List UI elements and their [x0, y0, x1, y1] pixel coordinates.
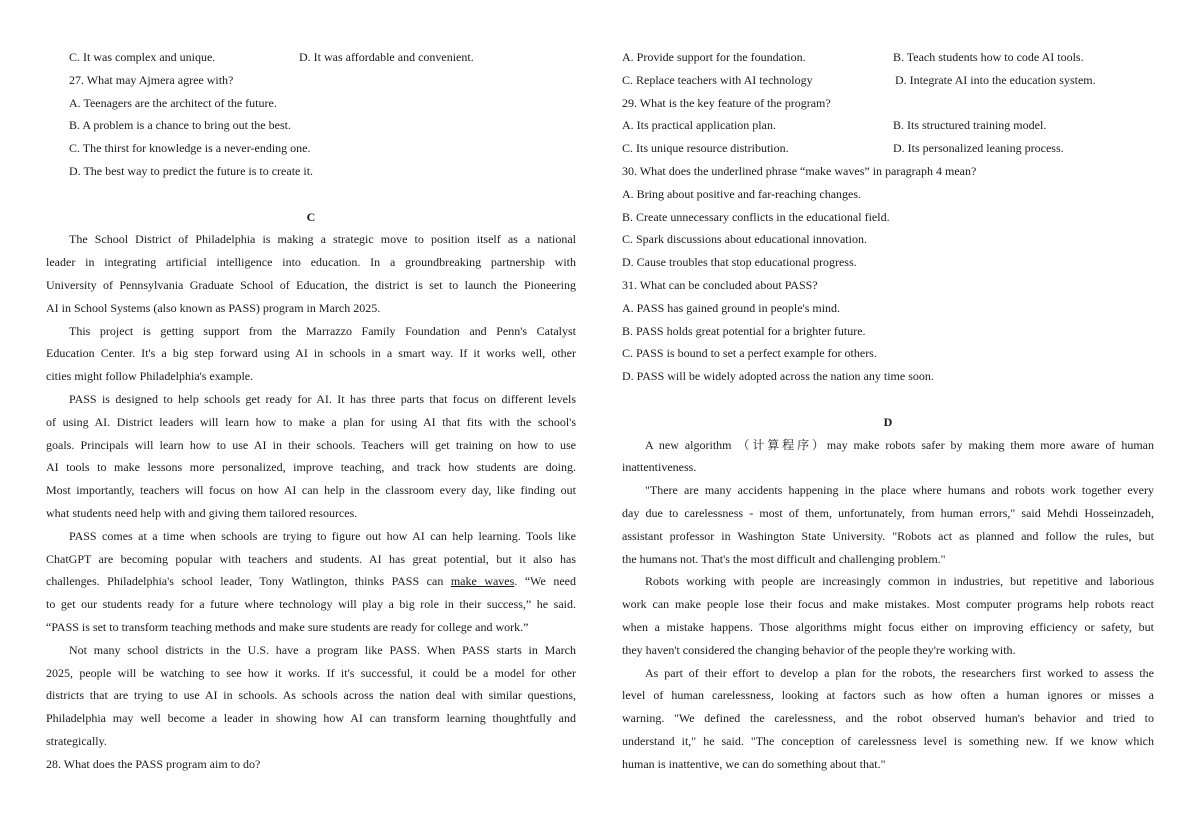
- q28-options-ab: [622, 46, 1154, 69]
- text-line: leader in integrating artificial intelligence into education. In a groundbreaking partnership with: [46, 255, 576, 270]
- q28-option-c: C. Replace teachers with AI technology: [622, 72, 813, 87]
- q31-option-a: A. PASS has gained ground in people's mind.: [622, 300, 841, 315]
- text-line: 2025, people will be watching to see how it works. If it's successful, it could be a model for other: [46, 665, 576, 680]
- text-line: level of human carelessness, looking at factors such as how often a human ignores or misses a: [622, 688, 1154, 703]
- q26-option-d: D. It was affordable and convenient.: [299, 50, 474, 64]
- text-line: assistant professor in Washington State University. "Robots act as planned and follow the rules, but: [622, 528, 1154, 543]
- left-column: [46, 46, 576, 776]
- passage-c-paragraph-2: [46, 320, 576, 388]
- passage-c-paragraph-4: [46, 525, 576, 639]
- text-line: inattentiveness.: [622, 460, 697, 475]
- q27-question: 27. What may Ajmera agree with?: [69, 72, 234, 87]
- passage-c-paragraph-1: [46, 228, 576, 319]
- text-line: goals. Principals will learn how to use AI in their schools. Teachers will get training on how to use: [46, 437, 576, 452]
- text-line: As part of their effort to develop a plan for the robots, the researchers first worked to assess the: [645, 665, 1154, 680]
- text-line: warning. "We defined the carelessness, and the robot observed human's behavior and tried to: [622, 711, 1154, 726]
- q29-options-cd: [622, 137, 1154, 160]
- text-line: the humans not. That's the most difficult and challenging problem.": [622, 551, 946, 566]
- text-line: Robots working with people are increasingly common in industries, but repetitive and laborious: [645, 574, 1154, 589]
- q28-option-d: D. Integrate AI into the education system.: [895, 72, 1096, 87]
- text-segment: challenges. Philadelphia's school leader, Tony Watlington, thinks PASS can: [46, 574, 451, 589]
- q26-option-c: C. It was complex and unique.: [69, 50, 216, 64]
- text-line: The School District of Philadelphia is making a strategic move to position itself as a national: [69, 232, 576, 247]
- q30-option-c: C. Spark discussions about educational innovation.: [622, 232, 867, 247]
- text-line: ChatGPT are becoming popular with teachers and students. AI has great potential, but it also has: [46, 551, 576, 566]
- text-line: Philadelphia may well become a leader in showing how AI can transform learning thoughtfully and: [46, 711, 576, 726]
- section-heading-c: C: [306, 209, 316, 224]
- text-segment: . “We need: [514, 574, 576, 589]
- text-line: "There are many accidents happening in the place where humans and robots work together every: [645, 483, 1154, 498]
- q27-option-a: A. Teenagers are the architect of the future.: [69, 95, 277, 110]
- text-line: A new algorithm （计算程序）may make robots safer by making them more aware of human: [645, 437, 1154, 452]
- q27-option-b: B. A problem is a chance to bring out the best.: [69, 118, 291, 133]
- text-line: University of Pennsylvania Graduate School of Education, the district is set to launch the Pioneering: [46, 277, 576, 292]
- passage-c-paragraph-5: [46, 639, 576, 753]
- text-line: they haven't considered the changing behavior of the people they're working with.: [622, 642, 1016, 657]
- q28-option-a: A. Provide support for the foundation.: [622, 50, 806, 64]
- q29-option-b: B. Its structured training model.: [893, 118, 1047, 133]
- text-line: “PASS is set to transform teaching methods and make sure students are ready for college and work.”: [46, 619, 529, 634]
- text-line: day due to carelessness - most of them, unfortunately, from human errors," said Mehdi Hosseinzadeh,: [622, 505, 1154, 520]
- text-line: This project is getting support from the Marrazzo Family Foundation and Penn's Catalyst: [69, 323, 576, 338]
- text-line: work can make people lose their focus and make mistakes. Most computer programs help robots react: [622, 597, 1154, 612]
- q28-options-cd: [622, 69, 1154, 92]
- q26-options-cd: [46, 46, 576, 69]
- q30-option-d: D. Cause troubles that stop educational progress.: [622, 255, 857, 270]
- q31-option-c: C. PASS is bound to set a perfect example for others.: [622, 346, 877, 361]
- text-line: Not many school districts in the U.S. have a program like PASS. When PASS starts in March: [69, 642, 576, 657]
- text-line: districts that are trying to use AI in schools. As schools across the nation deal with similar questions,: [46, 688, 576, 703]
- q27-option-d: D. The best way to predict the future is to create it.: [69, 163, 314, 178]
- text-line: human is inattentive, we can do something about that.": [622, 756, 886, 771]
- q28-question: 28. What does the PASS program aim to do?: [46, 756, 261, 771]
- passage-c-paragraph-3: [46, 388, 576, 525]
- text-line: AI in School Systems (also known as PASS) program in March 2025.: [46, 300, 381, 315]
- passage-d-paragraph-2: [622, 479, 1154, 570]
- q31-question: 31. What can be concluded about PASS?: [622, 277, 818, 292]
- text-line: PASS is designed to help schools get ready for AI. It has three parts that focus on different levels: [69, 391, 576, 406]
- q30-option-b: B. Create unnecessary conflicts in the educational field.: [622, 209, 890, 224]
- q28-option-b: B. Teach students how to code AI tools.: [893, 50, 1084, 64]
- passage-d-paragraph-1: [622, 434, 1154, 480]
- text-line: Education Center. It's a big step forward using AI in schools in a smart way. If it works well, other: [46, 346, 576, 361]
- q30-option-a: A. Bring about positive and far-reaching changes.: [622, 186, 862, 201]
- q30-question: 30. What does the underlined phrase “make waves” in paragraph 4 mean?: [622, 163, 977, 178]
- q27-option-c: C. The thirst for knowledge is a never-ending one.: [69, 141, 311, 156]
- passage-d-paragraph-4: [622, 662, 1154, 776]
- text-line: when a mistake happens. Those algorithms might focus either on improving efficiency or safety, but: [622, 619, 1154, 634]
- text-line: strategically.: [46, 733, 107, 748]
- text-line: what students need help with and giving them tailored resources.: [46, 505, 358, 520]
- text-line: [46, 570, 576, 593]
- text-line: PASS comes at a time when schools are trying to figure out how AI can help learning. Tools like: [69, 528, 576, 543]
- text-line: AI tools to make lessons more personalized, improve teaching, and track how students are doing.: [46, 460, 576, 475]
- q29-option-a: A. Its practical application plan.: [622, 118, 776, 133]
- passage-d-paragraph-3: [622, 570, 1154, 661]
- section-heading-d: D: [883, 414, 893, 429]
- spacer: [622, 388, 1154, 411]
- q29-option-d: D. Its personalized leaning process.: [893, 141, 1064, 156]
- text-line: to get our students ready for a future where technology will play a big role in their success,” he said.: [46, 597, 576, 612]
- text-line: understand it," he said. "The conception of carelessness level is something new. If we know which: [622, 733, 1154, 748]
- q29-options-ab: [622, 114, 1154, 137]
- q29-option-c: C. Its unique resource distribution.: [622, 141, 789, 156]
- q31-option-b: B. PASS holds great potential for a brighter future.: [622, 323, 866, 338]
- underlined-phrase: make waves: [450, 574, 515, 589]
- q31-option-d: D. PASS will be widely adopted across the nation any time soon.: [622, 369, 934, 384]
- text-line: cities might follow Philadelphia's example.: [46, 369, 254, 384]
- text-line: of using AI. District leaders will learn how to make a plan for using AI that fits with the school's: [46, 414, 576, 429]
- q29-question: 29. What is the key feature of the program?: [622, 95, 831, 110]
- spacer: [46, 183, 576, 206]
- right-column: [622, 46, 1154, 776]
- text-line: Most importantly, teachers will focus on how AI can help in the classroom every day, like finding out: [46, 483, 576, 498]
